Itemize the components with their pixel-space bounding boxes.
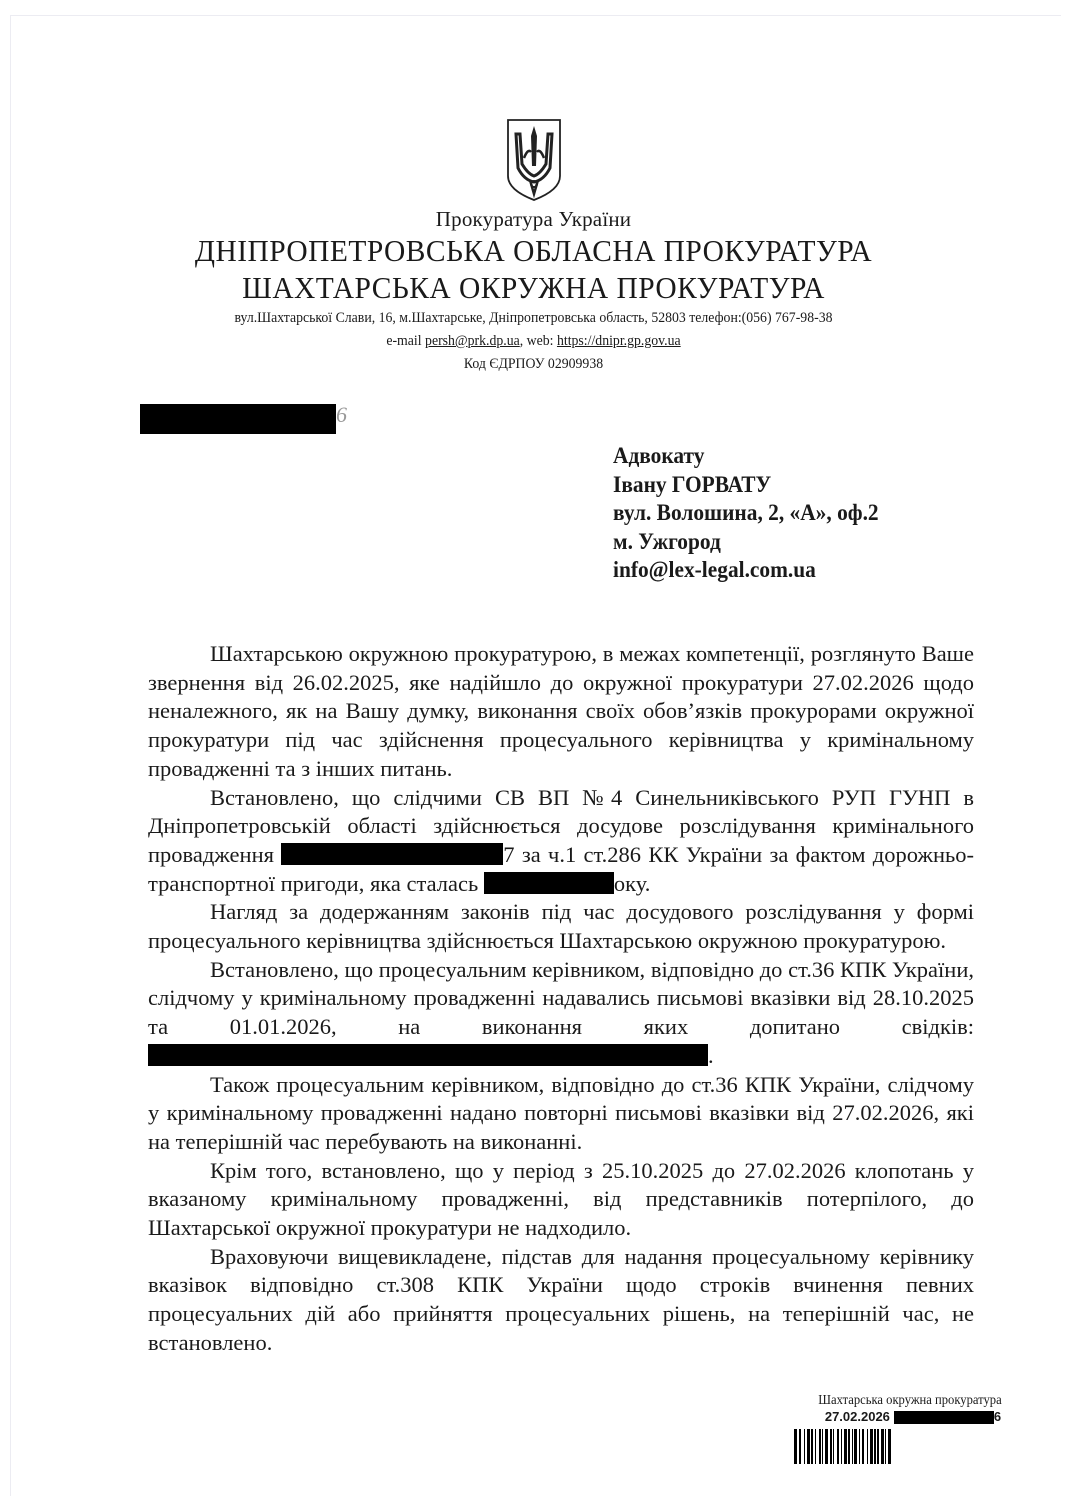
paragraph-intro: Шахтарською окружною прокуратурою, в межах компетенції, розглянуто Ваше звернення від 26.02.2025, яке надійшло до окружної прокуратури 27.02.2026 щодо неналежного, як на Вашу думку, виконання своїх обов’язків прокурорами окружної прокуратури під час здійснення процесуального керівництва у кримінальному провадженні та з інших питань.	[148, 641, 974, 781]
paragraph-text: .	[708, 1042, 714, 1068]
addressee-email: info@lex-legal.com.ua	[613, 557, 816, 582]
paragraph-supervision: Нагляд за додержанням законів під час досудового розслідування у формі процесуального керівництва здійснюється Шахтарською окружною прокуратурою.	[148, 899, 974, 954]
addressee-title: Адвокату	[613, 443, 705, 468]
web-label: , web:	[519, 333, 557, 349]
agency-name: Прокуратура України	[435, 207, 632, 231]
stamp-date: 27.02.2026	[824, 1409, 890, 1424]
stamp-organization: Шахтарська окружна прокуратура	[818, 1393, 1002, 1408]
registration-stamp	[790, 1392, 1030, 1464]
letterhead	[0, 118, 1067, 375]
redacted-reference-number	[140, 404, 336, 434]
contact-line	[43, 331, 1025, 352]
addressee-name: Івану ГОРВАТУ	[613, 471, 772, 497]
paragraph-text: оку.	[613, 870, 651, 896]
stamp-date-line	[796, 1409, 1030, 1425]
reference-number-tail: 6	[336, 402, 347, 427]
paragraph-text: Встановлено, що процесуальним керівником, відповідно до ст.36 КПК України, слідчому у кримінальному провадженні надавались письмові вказівки від 28.10.2025 та 01.01.2026, на виконання яких допитано свідків:	[148, 956, 974, 1040]
addressee-block	[613, 442, 879, 585]
barcode-icon	[794, 1429, 1004, 1464]
paragraph-text: Встановлено, що слідчими СВ ВП №4 Синельниківського РУП ГУНП в Дніпропетровській області здійснюється досудове розслідування кримінального провадження	[148, 784, 974, 867]
web-link[interactable]: https://dnipr.gp.gov.ua	[556, 333, 681, 349]
redacted-witness-names	[148, 1044, 708, 1066]
addressee-city: м. Ужгород	[613, 528, 721, 554]
paragraph-motions: Крім того, встановлено, що у період з 25.10.2025 до 27.02.2026 клопотань у вказаному кримінальному провадженні, від представників потерпілого, до Шахтарської окружної прокуратури не надходило.	[148, 1157, 974, 1241]
redacted-case-number	[281, 843, 503, 865]
paragraph-repeat-instructions: Також процесуальним керівником, відповідно до ст.36 КПК України, слідчому у кримінальному провадженні надано повторні письмові вказівки від 27.02.2026, які на теперішній час перебувають на виконанні.	[148, 1071, 974, 1154]
stamp-number-tail: 6	[993, 1409, 1002, 1424]
office-address: вул.Шахтарської Слави, 16, м.Шахтарське, Дніпропетровська область, 52803 телефон:(056) 767-98-38	[234, 310, 833, 326]
regional-office-name: ДНІПРОПЕТРОВСЬКА ОБЛАСНА ПРОКУРАТУРА	[194, 233, 873, 268]
letter-body	[148, 640, 974, 1358]
paragraph-investigation	[148, 784, 974, 899]
email-label: e-mail	[386, 333, 426, 349]
edrpou-code: Код ЄДРПОУ 02909938	[463, 356, 604, 372]
addressee-street: вул. Волошина, 2, «А», оф.2	[613, 500, 879, 525]
redacted-registration-number	[894, 1411, 994, 1424]
redacted-incident-date	[484, 872, 614, 894]
paragraph-conclusion: Враховуючи вищевикладене, підстав для надання процесуальному керівнику вказівок відповідно ст.308 КПК України щодо строків вчинення певних процесуальних дій або прийняття процесуальних рішень, на теперішній час, не встановлено.	[148, 1243, 974, 1355]
district-office-name: ШАХТАРСЬКА ОКРУЖНА ПРОКУРАТУРА	[242, 270, 825, 305]
paragraph-instructions	[148, 956, 974, 1071]
email-link[interactable]: persh@prk.dp.ua	[425, 333, 520, 349]
paragraph-text: 7 за ч.1 ст.286 КК України за фактом дорожньо-транспортної пригоди, яка сталась	[148, 841, 974, 896]
trident-coat-of-arms-icon	[504, 118, 564, 202]
